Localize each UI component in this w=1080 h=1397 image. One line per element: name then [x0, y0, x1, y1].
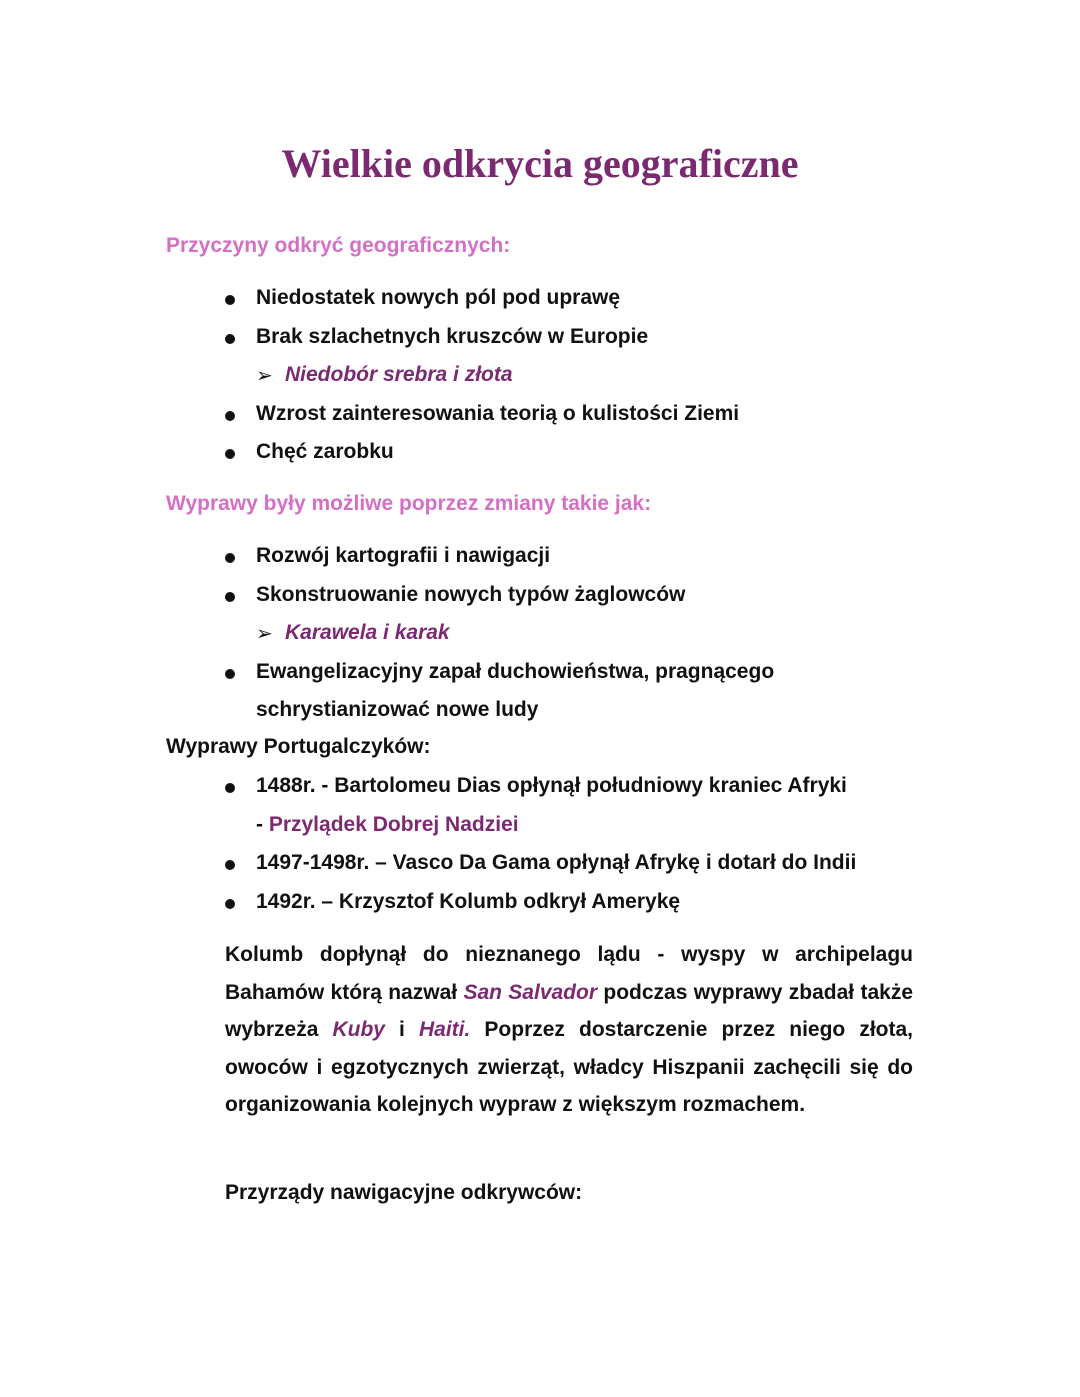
paragraph-text: Kolumb dopłynął do nieznanego lądu - wyspy w archipelagu Bahamów którą nazwał — [225, 943, 913, 1004]
list-item: Wzrost zainteresowania teorią o kulistości Ziemi — [256, 402, 740, 425]
bullet-icon — [225, 411, 235, 421]
section-heading-portuguese: Wyprawy Portugalczyków: — [166, 735, 431, 758]
list-item: Brak szlachetnych kruszców w Europie — [256, 325, 649, 348]
bullet-icon — [225, 553, 235, 563]
bullet-icon — [225, 899, 235, 909]
page-title: Wielkie odkrycia geograficzne — [281, 141, 799, 186]
bullet-icon — [225, 783, 235, 793]
list-item: Chęć zarobku — [256, 440, 394, 463]
arrow-bullet-icon: ➢ — [256, 365, 273, 387]
place-kuba: Kuby — [332, 1018, 385, 1041]
bullet-icon — [225, 860, 235, 870]
list-item: Rozwój kartografii i nawigacji — [256, 544, 551, 567]
sub-list-item: Karawela i karak — [285, 621, 450, 644]
list-item-continuation — [256, 813, 519, 837]
list-item: Skonstruowanie nowych typów żaglowców — [256, 583, 686, 606]
sub-list-item: Niedobór srebra i złota — [285, 363, 513, 386]
bullet-icon — [225, 449, 235, 459]
columbus-paragraph — [225, 936, 913, 1124]
navigation-instruments-heading: Przyrządy nawigacyjne odkrywców: — [225, 1181, 583, 1204]
section-heading-changes: Wyprawy były możliwe poprzez zmiany takie jak: — [166, 492, 652, 515]
list-item: 1492r. – Krzysztof Kolumb odkrył Amerykę — [256, 890, 681, 913]
paragraph-text: Poprzez dostarczenie przez niego złota, owoców i egzotycznych zwierząt, władcy Hiszpanii zachęcili się do organizowania kolejnych wypraw z większym rozmachem. — [225, 1018, 913, 1116]
paragraph-text: podczas wyprawy zbadał także wybrzeża — [225, 980, 913, 1041]
list-item: 1497-1498r. – Vasco Da Gama opłynął Afrykę i dotarł do Indii — [256, 851, 857, 874]
place-haiti: Haiti. — [418, 1018, 471, 1041]
paragraph-text: i — [384, 1018, 419, 1041]
bullet-icon — [225, 334, 235, 344]
bullet-icon — [225, 592, 235, 602]
list-item: Niedostatek nowych pól pod uprawę — [256, 286, 621, 309]
bullet-icon — [225, 669, 235, 679]
place-san-salvador: San Salvador — [463, 980, 598, 1004]
list-item: 1488r. - Bartolomeu Dias opłynął południowy kraniec Afryki — [256, 774, 847, 797]
section-heading-causes: Przyczyny odkryć geograficznych: — [166, 234, 511, 257]
list-item: Ewangelizacyjny zapał duchowieństwa, pragnącego — [256, 660, 775, 683]
continuation-dash: - — [256, 813, 269, 836]
cape-name: Przylądek Dobrej Nadziei — [268, 813, 519, 836]
bullet-icon — [225, 295, 235, 305]
arrow-bullet-icon: ➢ — [256, 623, 273, 645]
list-item-continuation: schrystianizować nowe ludy — [256, 698, 539, 721]
